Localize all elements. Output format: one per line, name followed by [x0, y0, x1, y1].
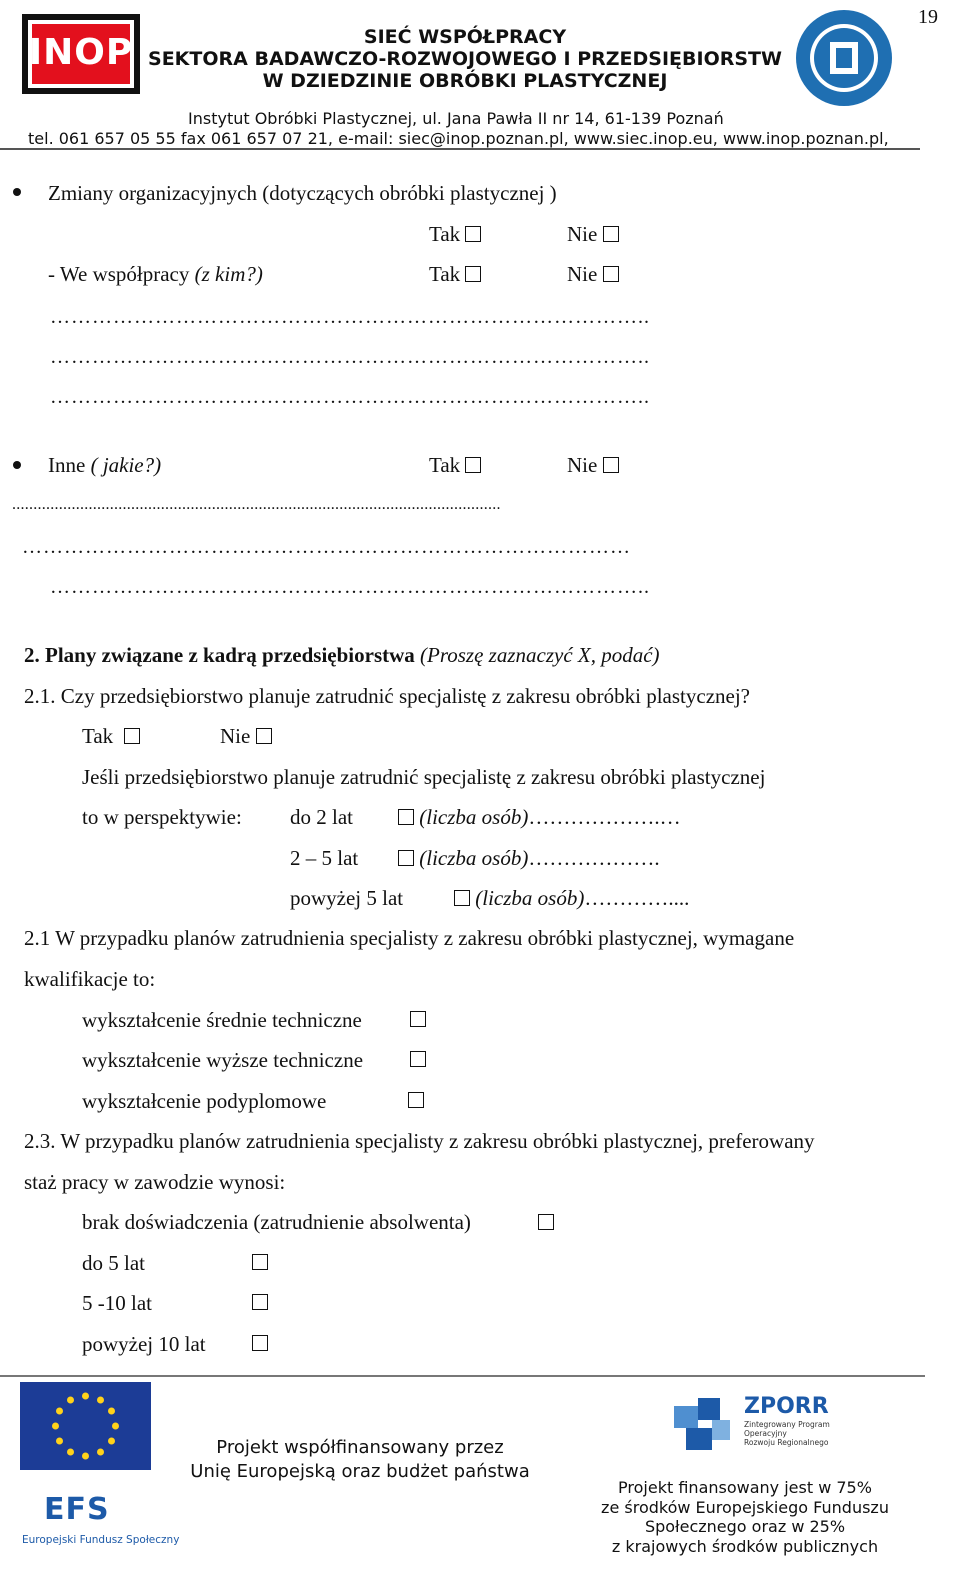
financed-line-4: z krajowych środków publicznych [611, 1536, 879, 1556]
checkbox[interactable] [465, 266, 481, 282]
qual-secondary-label: wykształcenie średnie techniczne [82, 1008, 362, 1032]
checkbox[interactable] [252, 1254, 268, 1270]
opt-over-5-label: powyżej 5 lat [290, 886, 404, 910]
zporr-logo-text: ZPORR [744, 1394, 829, 1419]
question-2-2-line1: 2.1 W przypadku planów zatrudnienia specjalisty z zakresu obróbki plastycznej, wymagane [24, 926, 795, 950]
cofinanced-line-2: Unię Europejską oraz budżet państwa [190, 1461, 530, 1482]
header-title-line-1: SIEĆ WSPÓŁPRACY [363, 26, 567, 48]
inop-logo-text: INOP [28, 32, 134, 73]
exp-5-10-label: 5 -10 lat [82, 1291, 152, 1315]
checkbox[interactable] [603, 457, 619, 473]
bullet1-text: Zmiany organizacyjnych (dotyczących obróbki plastycznej ) [48, 181, 557, 205]
bullet-icon [13, 188, 21, 196]
bullet-icon [13, 461, 21, 469]
bullet2-hint: ( jakie?) [90, 453, 162, 477]
option-nie [567, 262, 619, 286]
header-divider [0, 148, 920, 150]
inop-logo [22, 14, 140, 94]
option-nie [220, 724, 272, 748]
efs-logo [22, 1480, 180, 1550]
checkbox[interactable] [252, 1294, 268, 1310]
efs-logo-text: EFS [44, 1492, 110, 1527]
question-2-1: 2.1. Czy przedsiębiorstwo planuje zatrudnić specjalistę z zakresu obróbki plastycznej? [24, 684, 750, 708]
bullet2-label: Inne [48, 453, 91, 477]
nie-label: Nie [220, 724, 251, 748]
zporr-logo [668, 1390, 828, 1460]
checkbox[interactable] [603, 226, 619, 242]
checkbox[interactable] [465, 457, 481, 473]
checkbox[interactable] [410, 1051, 426, 1067]
opt-up-to-2-label: do 2 lat [290, 805, 353, 829]
checkbox[interactable] [398, 850, 414, 866]
checkbox[interactable] [465, 226, 481, 242]
header-title [140, 26, 790, 92]
qual-postgrad-label: wykształcenie podyplomowe [82, 1089, 327, 1113]
opt-2-5-row [398, 846, 660, 870]
footer-divider [0, 1375, 925, 1377]
if-planned-text: Jeśli przedsiębiorstwo planuje zatrudnić specjalistę z zakresu obróbki plastycznej [82, 765, 766, 789]
financed-line-3: Społecznego oraz w 25% [644, 1517, 846, 1536]
option-tak [429, 453, 481, 477]
financed-line-2: ze środków Europejskiego Funduszu [601, 1497, 889, 1517]
fill-line[interactable]: ………………………………………………………………………….. [50, 346, 650, 368]
zporr-subtitle [744, 1420, 830, 1447]
checkbox[interactable] [538, 1214, 554, 1230]
perspective-label: to w perspektywie: [82, 805, 242, 829]
checkbox[interactable] [408, 1092, 424, 1108]
efs-caption: Europejski Fundusz Społeczny [22, 1534, 180, 1546]
page-number: 19 [918, 6, 938, 28]
fill-line[interactable]: …………………………………………………………………………… [22, 536, 631, 558]
header-contact: tel. 061 657 05 55 fax 061 657 07 21, e-mail: siec@inop.poznan.pl, www.siec.inop.eu, www.inop.poznan.pl, [28, 129, 889, 148]
opt-up-to-2-row [398, 805, 681, 829]
checkbox[interactable] [124, 728, 140, 744]
count-label: (liczba osób) [419, 846, 529, 870]
zporr-subtitle-line: Rozwoju Regionalnego [744, 1438, 829, 1447]
exp-none-label: brak doświadczenia (zatrudnienie absolwenta) [82, 1210, 471, 1234]
qual-higher-label: wykształcenie wyższe techniczne [82, 1048, 364, 1072]
option-tak [82, 724, 140, 748]
opt-2-5-label: 2 – 5 lat [290, 846, 359, 870]
cooperation-row [48, 262, 263, 286]
header-title-line-3: W DZIEDZINIE OBRÓBKI PLASTYCZNEJ [262, 70, 668, 92]
fill-line[interactable]: ………………………………………………………………………….. [50, 306, 650, 328]
cooperation-hint: (z kim?) [194, 262, 263, 286]
financed-line-1: Projekt finansowany jest w 75% [618, 1478, 872, 1497]
checkbox[interactable] [398, 809, 414, 825]
option-tak [429, 262, 481, 286]
question-2-2-line2: kwalifikacje to: [24, 967, 156, 991]
politechnika-logo [794, 8, 894, 108]
question-2-3-line2: staż pracy w zawodzie wynosi: [24, 1170, 286, 1194]
opt-over-5-row [454, 886, 689, 910]
checkbox[interactable] [410, 1011, 426, 1027]
count-label: (liczba osób) [419, 805, 529, 829]
option-tak [429, 222, 481, 246]
eu-flag-icon [20, 1382, 151, 1470]
bullet2-row [48, 453, 161, 477]
checkbox[interactable] [454, 890, 470, 906]
count-fill[interactable]: ……………….… [528, 805, 681, 829]
fill-line[interactable]: ………………………………………………………………………….. [50, 576, 650, 598]
nie-label: Nie [567, 222, 598, 246]
nie-label: Nie [567, 262, 598, 286]
fill-line[interactable]: ................................................................................................................... [12, 496, 501, 513]
section2-heading-hint: (Proszę zaznaczyć X, podać) [420, 643, 660, 667]
cofinanced-text [180, 1436, 540, 1484]
tak-label: Tak [429, 222, 461, 246]
checkbox[interactable] [603, 266, 619, 282]
cooperation-label: - We współpracy [48, 262, 195, 286]
header-title-line-2: SEKTORA BADAWCZO-ROZWOJOWEGO I PRZEDSIĘBIORSTW [148, 48, 782, 70]
section2-heading-bold: 2. Plany związane z kadrą przedsiębiorstwa [24, 643, 421, 667]
cofinanced-line-1: Projekt współfinansowany przez [216, 1437, 504, 1458]
header-address: Instytut Obróbki Plastycznej, ul. Jana Pawła II nr 14, 61-139 Poznań [188, 109, 724, 128]
checkbox[interactable] [252, 1335, 268, 1351]
nie-label: Nie [567, 453, 598, 477]
exp-5-label: do 5 lat [82, 1251, 145, 1275]
tak-label: Tak [82, 724, 114, 748]
option-nie [567, 222, 619, 246]
count-fill[interactable]: ………….... [584, 886, 690, 910]
zporr-subtitle-line: Operacyjny [744, 1429, 787, 1438]
tak-label: Tak [429, 453, 461, 477]
financed-text [590, 1478, 900, 1556]
count-fill[interactable]: ………………. [528, 846, 660, 870]
fill-line[interactable]: ………………………………………………………………………….. [50, 386, 650, 408]
option-nie [567, 453, 619, 477]
section2-heading [24, 643, 660, 667]
tak-label: Tak [429, 262, 461, 286]
question-2-3-line1: 2.3. W przypadku planów zatrudnienia specjalisty z zakresu obróbki plastycznej, preferowany [24, 1129, 815, 1153]
zporr-subtitle-line: Zintegrowany Program [744, 1420, 830, 1429]
exp-over-10-label: powyżej 10 lat [82, 1332, 206, 1356]
count-label: (liczba osób) [475, 886, 585, 910]
checkbox[interactable] [256, 728, 272, 744]
